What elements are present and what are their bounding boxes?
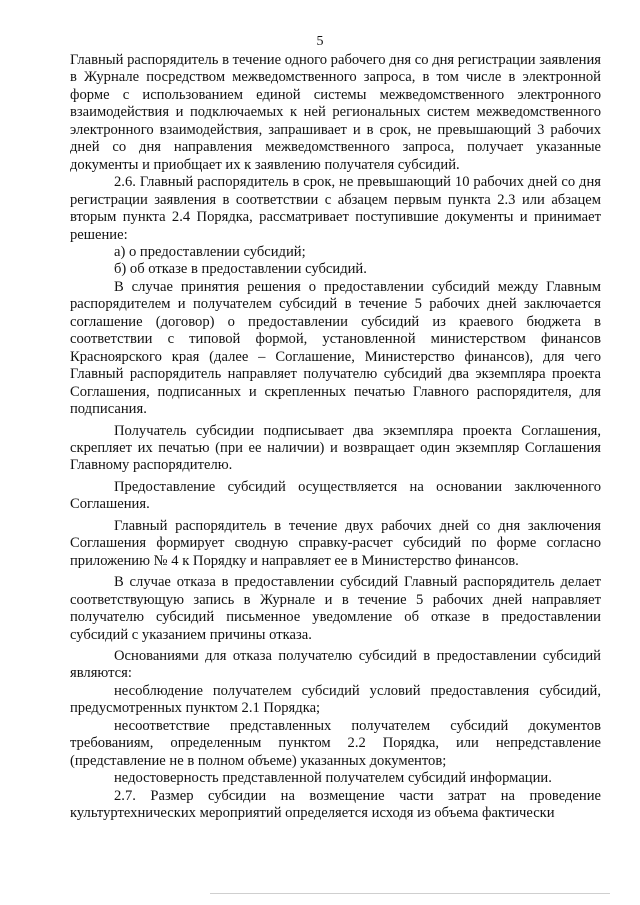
page-number: 5 [316, 34, 324, 49]
list-item: недостоверность представленной получателем субсидий информации. [114, 770, 552, 787]
list-item: несоответствие представленных получателем субсидий документов требованиям, определенным пунктом 2.2 Порядка, или непредставление (представление не в полном объеме) указанных документов; [70, 717, 601, 769]
paragraph: В случае принятия решения о предоставлении субсидий между Главным распорядителем и получателем субсидий в течение 5 рабочих дней заключается соглашение (договор) о предоставлении субсидий из краевого бюджета в соответствии с типовой формой, установленной министерством финансов Красноярского края (далее – Соглашение, Министерство финансов), для чего Главный распорядитель направляет получателю субсидий два экземпляра проекта Соглашения, подписанных и скрепленных печатью Главного распорядителя, для подписания. [70, 278, 601, 418]
paragraph: Главный распорядитель в течение одного рабочего дня со дня регистрации заявления в Журнале посредством межведомственного запроса, в том числе в электронной форме с использованием единой системы межведомственного электронного взаимодействия и подключаемых к ней региональных систем межведомственного электронного взаимодействия, запрашивает и в срок, не превышающий 3 рабочих дней со дня направления межведомственного запроса, получает указанные документы и приобщает их к заявлению получателя субсидий. [70, 52, 601, 173]
paragraph: Основаниями для отказа получателю субсидий в предоставлении субсидий являются: [70, 647, 601, 682]
paragraph: 2.7. Размер субсидии на возмещение части затрат на проведение культуртехнических мероприятий определяется исходя из объема фактически [70, 787, 601, 822]
paragraph: 2.6. Главный распорядитель в срок, не превышающий 10 рабочих дней со дня регистрации заявления в соответствии с абзацем первым пункта 2.3 или абзацем вторым пункта 2.4 Порядка, рассматривает поступившие документы и принимает решение: [70, 174, 601, 243]
document-body [70, 52, 601, 822]
list-item: несоблюдение получателем субсидий условий предоставления субсидий, предусмотренных пунктом 2.1 Порядка; [70, 682, 601, 717]
list-item: а) о предоставлении субсидий; [114, 243, 306, 260]
paragraph: Предоставление субсидий осуществляется на основании заключенного Соглашения. [70, 478, 601, 513]
paragraph: В случае отказа в предоставлении субсидий Главный распорядитель делает соответствующую запись в Журнале и в течение 5 рабочих дней направляет получателю субсидий письменное уведомление об отказе в предоставлении субсидий с указанием причины отказа. [70, 574, 601, 643]
paragraph: Главный распорядитель в течение двух рабочих дней со дня заключения Соглашения формирует сводную справку-расчет субсидий по форме согласно приложению № 4 к Порядку и направляет ее в Министерство финансов. [70, 517, 601, 569]
list-item: б) об отказе в предоставлении субсидий. [114, 261, 367, 278]
scan-edge-line [210, 893, 610, 894]
paragraph: Получатель субсидии подписывает два экземпляра проекта Соглашения, скрепляет их печатью (при ее наличии) и возвращает один экземпляр Соглашения Главному распорядителю. [70, 422, 601, 474]
